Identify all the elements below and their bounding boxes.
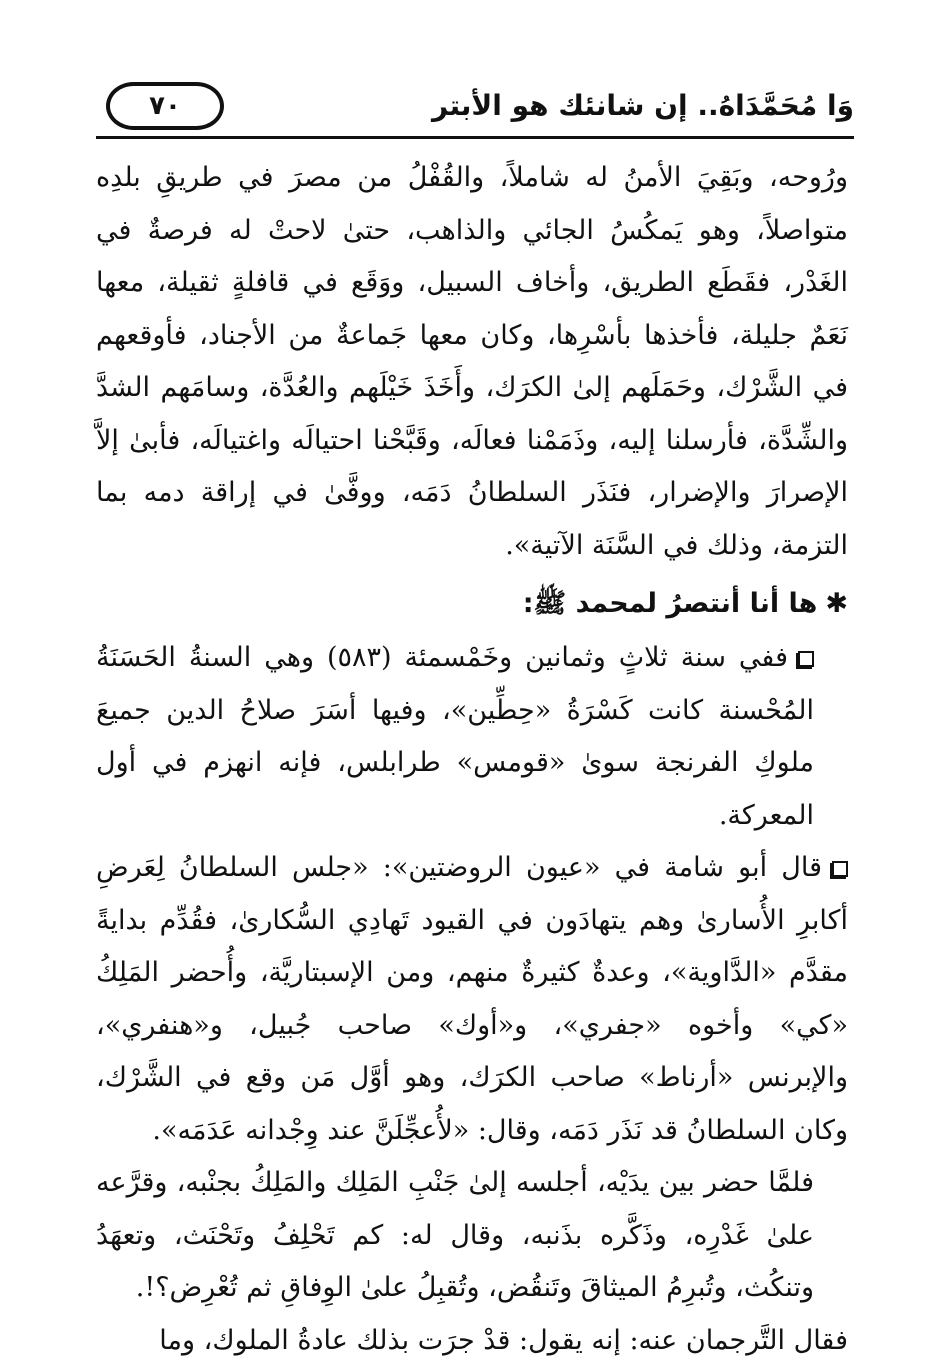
- paragraph-1: ورُوحه، وبَقِيَ الأمنُ له شاملاً، والقُفْلُ من مصرَ في طريقِ بلدِه متواصلاً، وهو يَمكُسُ الجائي والذاهب، حتىٰ لاحتْ له فرصةٌ في الغَدْر، فقَطَع الطريق، وأخاف السبيل، ووَقَع في قافلةٍ ثقيلة، معها نَعَمٌ جليلة، فأخذها بأسْرِها، وكان معها جَماعةٌ من الأجناد، فأوقعهم في الشَّرْك، وحَمَلَهم إلىٰ الكرَك، وأَخَذَ خَيْلَهم والعُدَّة، وسامَهم الشدَّ والشِّدَّة، فأرسلنا إليه، وذَمَمْنا فعالَه، وقَبَّحْنا احتيالَه واغتيالَه، فأبىٰ إلاَّ الإصرارَ والإضرار، فنَذَر السلطانُ دَمَه، ووفَّىٰ في إراقة دمه بما التزمة، وذلك في السَّنَة الآتية».: [96, 162, 848, 561]
- section-heading-text: ها أنا أنتصرُ لمحمد ﷺ:: [522, 588, 818, 619]
- running-title: وَا مُحَمَّدَاهُ.. إن شانئك هو الأبتر: [432, 89, 854, 122]
- paragraph-2-text: ففي سنة ثلاثٍ وثمانين وخَمْسمئة (٥٨٣) وهي السنةُ الحَسَنَةُ المُحْسنة كانت كَسْرَةُ «حِطِّين»، وفيها أسَرَ صلاحُ الدين جميعَ ملوكِ الفرنجة سوىٰ «قومس» طرابلس، فإنه انهزم في أول المعركة.: [96, 642, 814, 831]
- star-icon: ✱: [825, 588, 848, 619]
- page-header: [96, 78, 854, 136]
- page-body: [96, 152, 848, 1367]
- paragraph-5: فقال التَّرجمان عنه: إنه يقول: قدْ جرَت بذلك عادةُ الملوك، وما: [159, 1324, 848, 1356]
- paragraph-2: [96, 632, 848, 842]
- paragraph-3-text: قال أبو شامة في «عيون الروضتين»: «جلس السلطانُ لِعَرضِ أكابرِ الأُسارىٰ وهم يتهادَون في القيود تَهادِي السُّكارىٰ، فقُدِّم بدايةً مقدَّم «الدَّاوية»، وعدةٌ كثيرةٌ منهم، ومن الإسبتاريَّة، وأُحضر المَلِكُ «كي» وأخوه «جفري»، و«أوك» صاحب جُبيل، و«هنفري»، والإبرنس «أرناط» صاحب الكرَك، وهو أوَّل مَن وقع في الشَّرْك، وكان السلطانُ قد نَذَر دَمَه، وقال: «لأُعجِّلَنَّ عند وِجْدانه عَدَمَه».: [96, 852, 848, 1146]
- paragraph-4: فلمَّا حضر بين يدَيْه، أجلسه إلىٰ جَنْبِ المَلِك والمَلِكُ بجنْبه، وقرَّعه علىٰ غَدْرِه، وذَكَّره بذَنبه، وقال له: كم تَحْلِفُ وتَحْنَث، وتعهَدُ وتنكُث، وتُبرِمُ الميثاقَ وتَنقُض، وتُقبِلُ علىٰ الوِفاقِ ثم تُعْرِض؟!.: [96, 1167, 814, 1303]
- paragraph-3: [96, 842, 848, 1157]
- page-number: ٧٠: [106, 82, 224, 130]
- square-bullet-icon: [832, 861, 848, 877]
- header-rule: [96, 136, 854, 139]
- section-heading: [96, 578, 848, 630]
- square-bullet-icon: [798, 651, 814, 667]
